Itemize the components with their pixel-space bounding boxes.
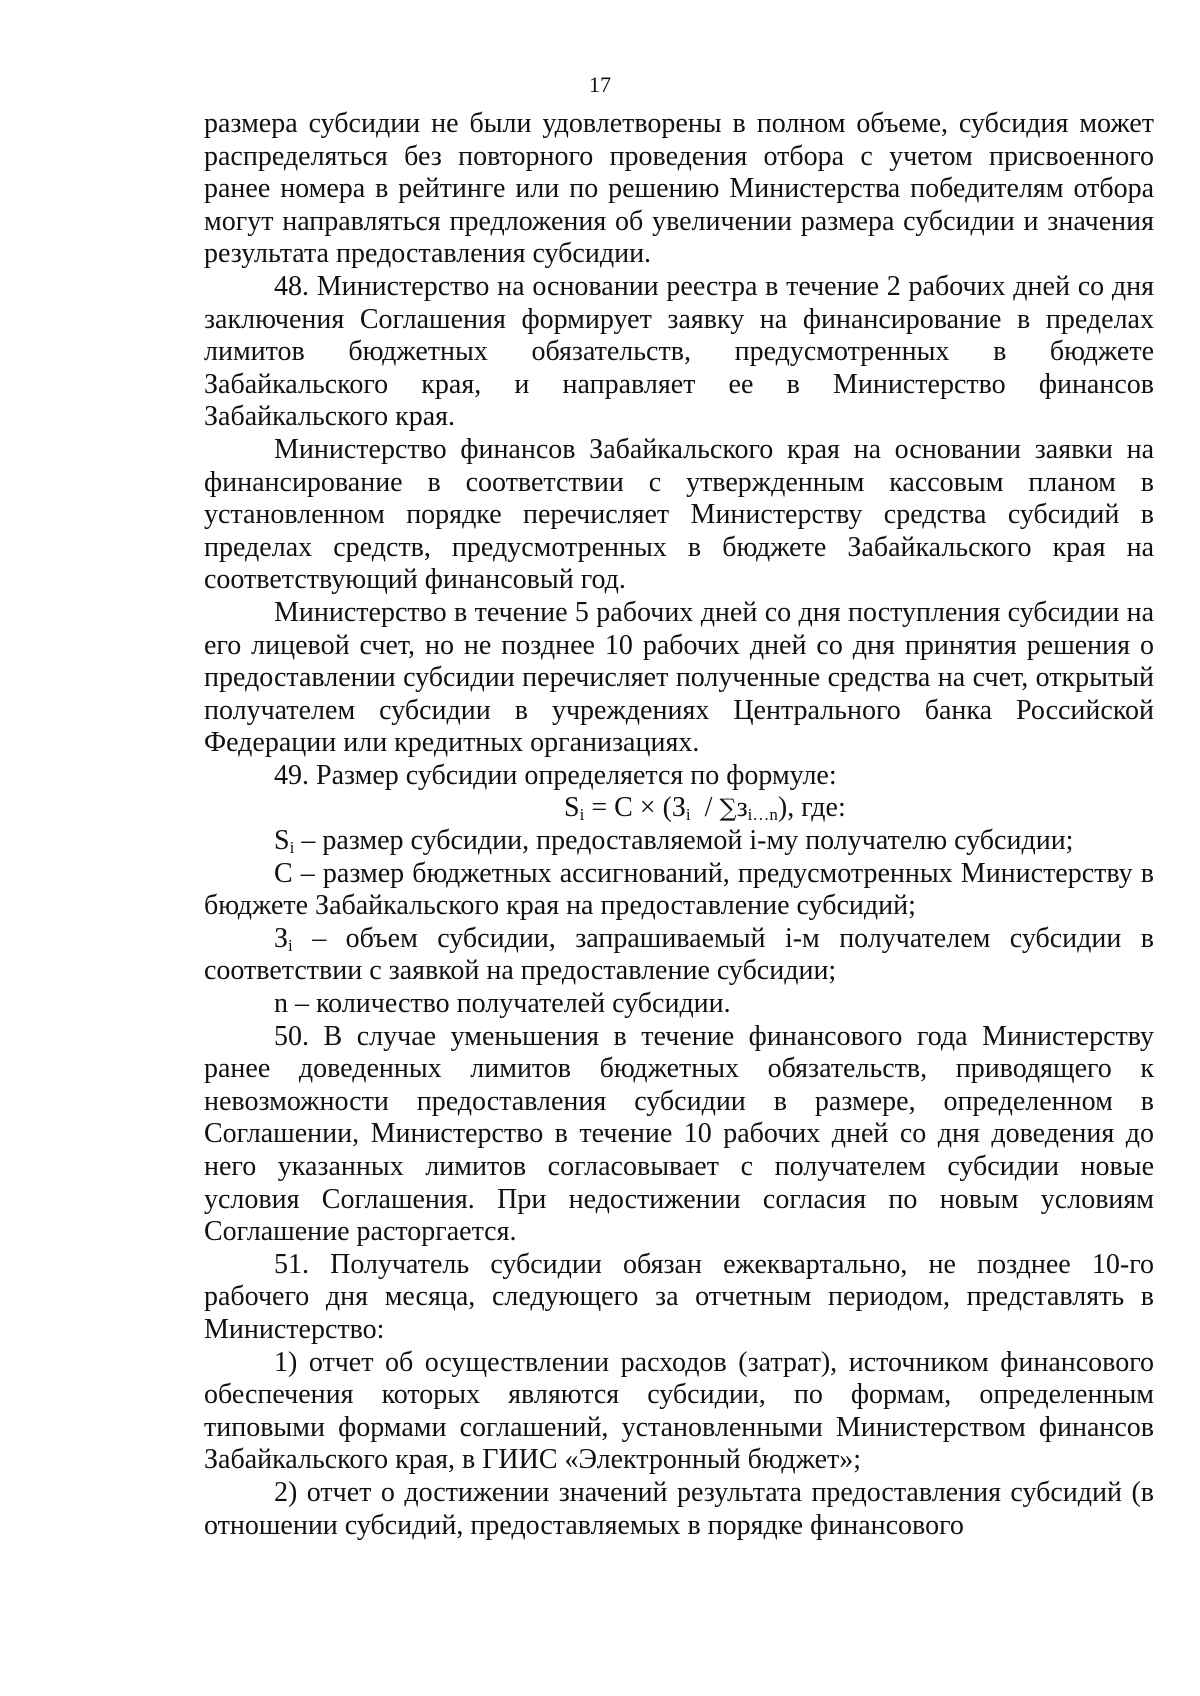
formula-sum-sign: ∑ — [719, 794, 737, 823]
page-number: 17 — [589, 72, 611, 97]
paragraph-48: 48. Министерство на основании реестра в течение 2 рабочих дней со дня заключения Соглашения формирует заявку на финансирование в пределах лимитов бюджетных обязательств, предусмотренных в бюджете Забайкальского края, и направляет ее в Министерство финансов Забайкальского края. — [204, 270, 1154, 433]
paragraph-51: 51. Получатель субсидии обязан ежеквартально, не позднее 10-го рабочего дня месяца, следующего за отчетным периодом, представлять в Министерство: — [204, 1248, 1154, 1345]
paragraph-transfer: Министерство в течение 5 рабочих дней со дня поступления субсидии на его лицевой счет, но не позднее 10 рабочих дней со дня принятия решения о предоставлении субсидии перечисляет полученные средства на счет, открытый получателем субсидии в учреждениях Центрального банка Российской Федерации или кредитных организациях. — [204, 596, 1154, 759]
definition-si-text: – размер субсидии, предоставляемой i-му получателю субсидии; — [294, 825, 1074, 857]
formula-s-index: i — [579, 805, 585, 825]
formula-range-index: i…n — [747, 805, 778, 825]
formula-s: S — [564, 792, 580, 824]
list-item-2: 2) отчет о достижении значений результата предоставления субсидий (в отношении субсидий, предоставляемых в порядке финансового — [204, 1476, 1154, 1541]
subsidy-formula — [204, 792, 1154, 825]
definition-z-letter: З — [274, 922, 289, 954]
definition-s-index: i — [289, 838, 295, 858]
formula-z2: з — [736, 792, 748, 824]
formula-eq: = C × (З — [584, 792, 686, 824]
definition-n: n – количество получателей субсидии. — [274, 988, 731, 1020]
paragraph-finance-ministry: Министерство финансов Забайкальского края на основании заявки на финансирование в соответствии с утвержденным кассовым планом в установленном порядке перечисляет Министерству средства субсидий в пределах средств, предусмотренных в бюджете Забайкальского края на соответствующий финансовый год. — [204, 433, 1154, 596]
paragraph-49: 49. Размер субсидии определяется по формуле: — [274, 759, 837, 791]
paragraph-50: 50. В случае уменьшения в течение финансового года Министерству ранее доведенных лимитов бюджетных обязательств, приводящего к невозможности предоставления субсидии в размере, определенном в Соглашении, Министерство в течение 10 рабочих дней со дня доведения до него указанных лимитов согласовывает с получателем субсидии новые условия Соглашения. При недостижении согласия по новым условиям Соглашение расторгается. — [204, 1020, 1154, 1248]
formula-slash: / — [690, 792, 720, 824]
formula-z-index: i — [685, 805, 691, 825]
definition-s-letter: S — [274, 825, 290, 857]
paragraph-continuation: размера субсидии не были удовлетворены в полном объеме, субсидия может распределяться без повторного проведения отбора с учетом присвоенного ранее номера в рейтинге или по решению Министерства победителям отбора могут направляться предложения об увеличении размера субсидии и значения результата предоставления субсидии. — [204, 108, 1154, 270]
definition-c: C – размер бюджетных ассигнований, предусмотренных Министерству в бюджете Забайкальского края на предоставление субсидий; — [204, 857, 1154, 922]
definition-zi — [204, 923, 1154, 988]
list-item-1: 1) отчет об осуществлении расходов (затрат), источником финансового обеспечения которых являются субсидии, по формам, определенным типовыми формами соглашений, установленными Министерством финансов Забайкальского края, в ГИИС «Электронный бюджет»; — [204, 1346, 1154, 1476]
definition-si — [204, 825, 1154, 858]
formula-tail: ), где: — [777, 792, 846, 824]
document-body — [204, 108, 1154, 1542]
definition-z-index: i — [288, 935, 293, 955]
definition-zi-text: – объем субсидии, запрашиваемый i-м получателем субсидии в соответствии с заявкой на предоставление субсидии; — [204, 922, 1154, 987]
